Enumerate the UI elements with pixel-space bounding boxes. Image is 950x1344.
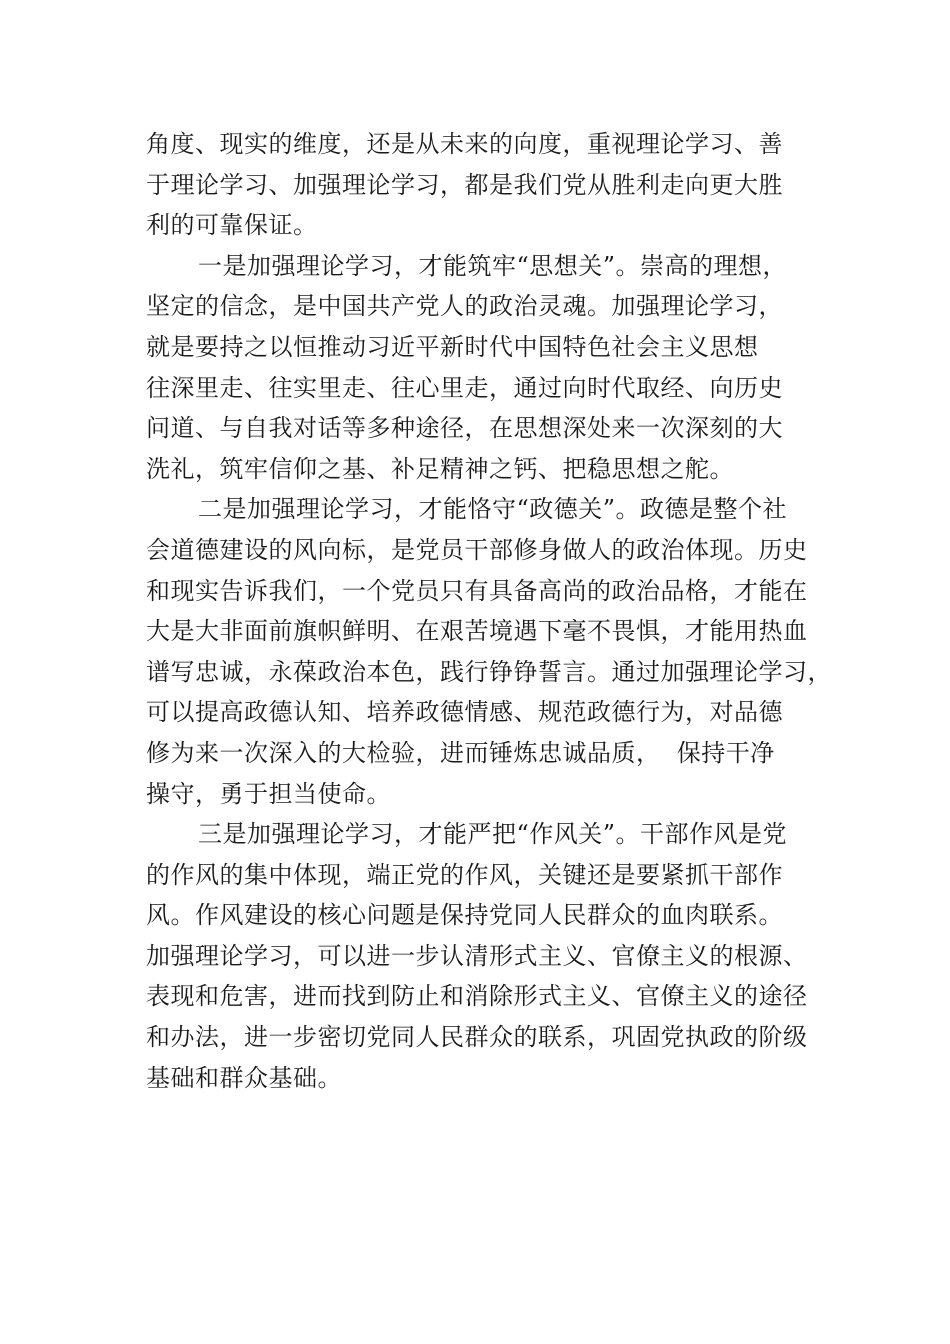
paragraph-first-line: 一是加强理论学习，才能筑牢“思想关”。崇高的理想， [198,251,788,280]
text-line: 和办法，进一步密切党同人民群众的联系，巩固党执政的阶级 [146,1023,808,1052]
text-line: 大是大非面前旗帜鲜明、在艰苦境遇下毫不畏惧，才能用热血 [146,617,808,646]
text-line: 洗礼，筑牢信仰之基、补足精神之钙、把稳思想之舵。 [146,454,734,483]
text-line: 坚定的信念，是中国共产党人的政治灵魂。加强理论学习， [146,292,783,321]
text-line: 谱写忠诚，永葆政治本色，践行铮铮誓言。通过加强理论学习， [146,657,832,686]
text-line: 于理论学习、加强理论学习，都是我们党从胜利走向更大胜 [146,170,783,199]
body-text [146,124,846,1098]
text-line: 可以提高政德认知、培养政德情感、规范政德行为，对品德 [146,698,783,727]
text-line: 加强理论学习，可以进一步认清形式主义、官僚主义的根源、 [146,941,808,970]
text-line: 角度、现实的维度，还是从未来的向度，重视理论学习、善 [146,130,783,158]
text-line: 利的可靠保证。 [146,211,318,240]
text-line: 表现和危害，进而找到防止和消除形式主义、官僚主义的途径 [146,982,808,1011]
text-line: 和现实告诉我们，一个党员只有具备高尚的政治品格，才能在 [146,576,808,605]
text-line: 就是要持之以恒推动习近平新时代中国特色社会主义思想 [146,332,759,361]
text-line: 会道德建设的风向标，是党员干部修身做人的政治体现。历史 [146,535,808,564]
paragraph-first-line: 二是加强理论学习，才能恪守“政德关”。政德是整个社 [198,495,788,524]
paragraph-first-line: 三是加强理论学习，才能严把“作风关”。干部作风是党 [198,820,788,849]
text-line: 的作风的集中体现，端正党的作风，关键还是要紧抓干部作 [146,860,783,889]
text-line: 操守，勇于担当使命。 [146,779,391,808]
text-line: 往深里走、往实里走、往心里走，通过向时代取经、向历史 [146,373,783,402]
text-line: 风。作风建设的核心问题是保持党同人民群众的血肉联系。 [146,901,783,930]
text-line: 问道、与自我对话等多种途径，在思想深处来一次深刻的大 [146,414,783,443]
text-line: 基础和群众基础。 [146,1063,342,1092]
text-line: 修为来一次深入的大检验，进而锤炼忠诚品质， 保持干净 [146,738,775,767]
